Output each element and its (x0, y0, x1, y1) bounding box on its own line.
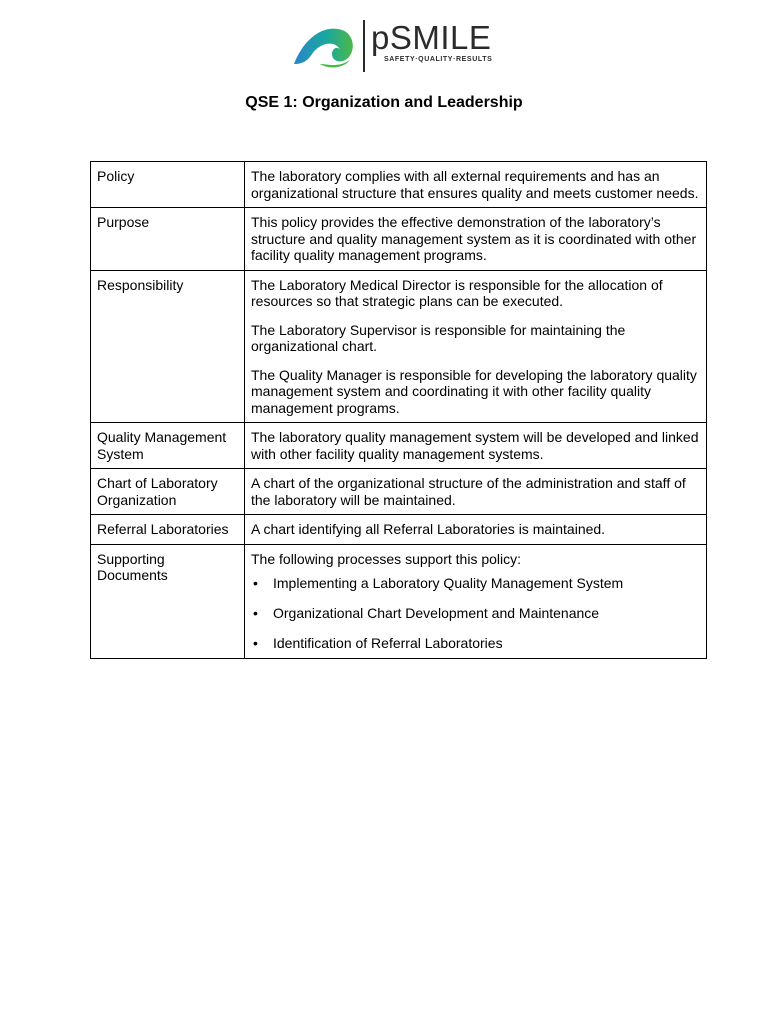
row-content: A chart of the organizational structure of the administration and staff of the laboratory will be maintained. (245, 469, 707, 515)
row-content: This policy provides the effective demonstration of the laboratory’s structure and quality management system as it is coordinated with other facility quality management programs. (245, 208, 707, 271)
list-item (251, 605, 700, 622)
row-label: Purpose (91, 208, 245, 271)
row-label: Policy (91, 162, 245, 208)
table-row-purpose (91, 208, 707, 271)
row-label: Supporting Documents (91, 544, 245, 658)
supporting-intro: The following processes support this policy: (251, 550, 522, 567)
table-row-qms (91, 423, 707, 469)
bullet-icon: • (253, 635, 258, 651)
responsibility-paragraph: The Laboratory Supervisor is responsible for maintaining the organizational chart. (251, 321, 626, 354)
table-row-referral (91, 515, 707, 545)
row-content: The laboratory complies with all external requirements and has an organizational structure that ensures quality and meets customer needs. (245, 162, 707, 208)
row-label: Chart of Laboratory Organization (91, 469, 245, 515)
policy-table (90, 161, 707, 659)
row-content: The laboratory quality management system will be developed and linked with other facility quality management systems. (245, 423, 707, 469)
psmile-logo (290, 18, 500, 74)
list-item (251, 575, 700, 592)
table-row-responsibility (91, 270, 707, 423)
logo-divider (363, 20, 365, 72)
list-item-text: Identification of Referral Laboratories (273, 635, 503, 651)
row-content (245, 544, 707, 658)
list-item (251, 635, 700, 652)
logo-wordmark: pSMILE (371, 19, 492, 56)
responsibility-paragraph: The Quality Manager is responsible for developing the laboratory quality management system and coordinating it with other facility quality management programs. (251, 366, 697, 416)
bullet-icon: • (253, 605, 258, 621)
wave-logo-icon (290, 18, 360, 74)
table-row-chart (91, 469, 707, 515)
row-label: Referral Laboratories (91, 515, 245, 545)
row-content: A chart identifying all Referral Laboratories is maintained. (245, 515, 707, 545)
table-row-policy (91, 162, 707, 208)
logo-tagline: SAFETY·QUALITY·RESULTS (384, 56, 493, 63)
row-label: Quality Management System (91, 423, 245, 469)
bullet-icon: • (253, 575, 258, 591)
list-item-text: Implementing a Laboratory Quality Management System (273, 575, 624, 591)
row-content (245, 270, 707, 423)
list-item-text: Organizational Chart Development and Maintenance (273, 605, 600, 621)
page-title: QSE 1: Organization and Leadership (245, 94, 523, 111)
table-row-supporting (91, 544, 707, 658)
row-label: Responsibility (91, 270, 245, 423)
supporting-documents-list (251, 575, 700, 652)
responsibility-paragraph: The Laboratory Medical Director is responsible for the allocation of resources so that strategic plans can be executed. (251, 276, 663, 309)
